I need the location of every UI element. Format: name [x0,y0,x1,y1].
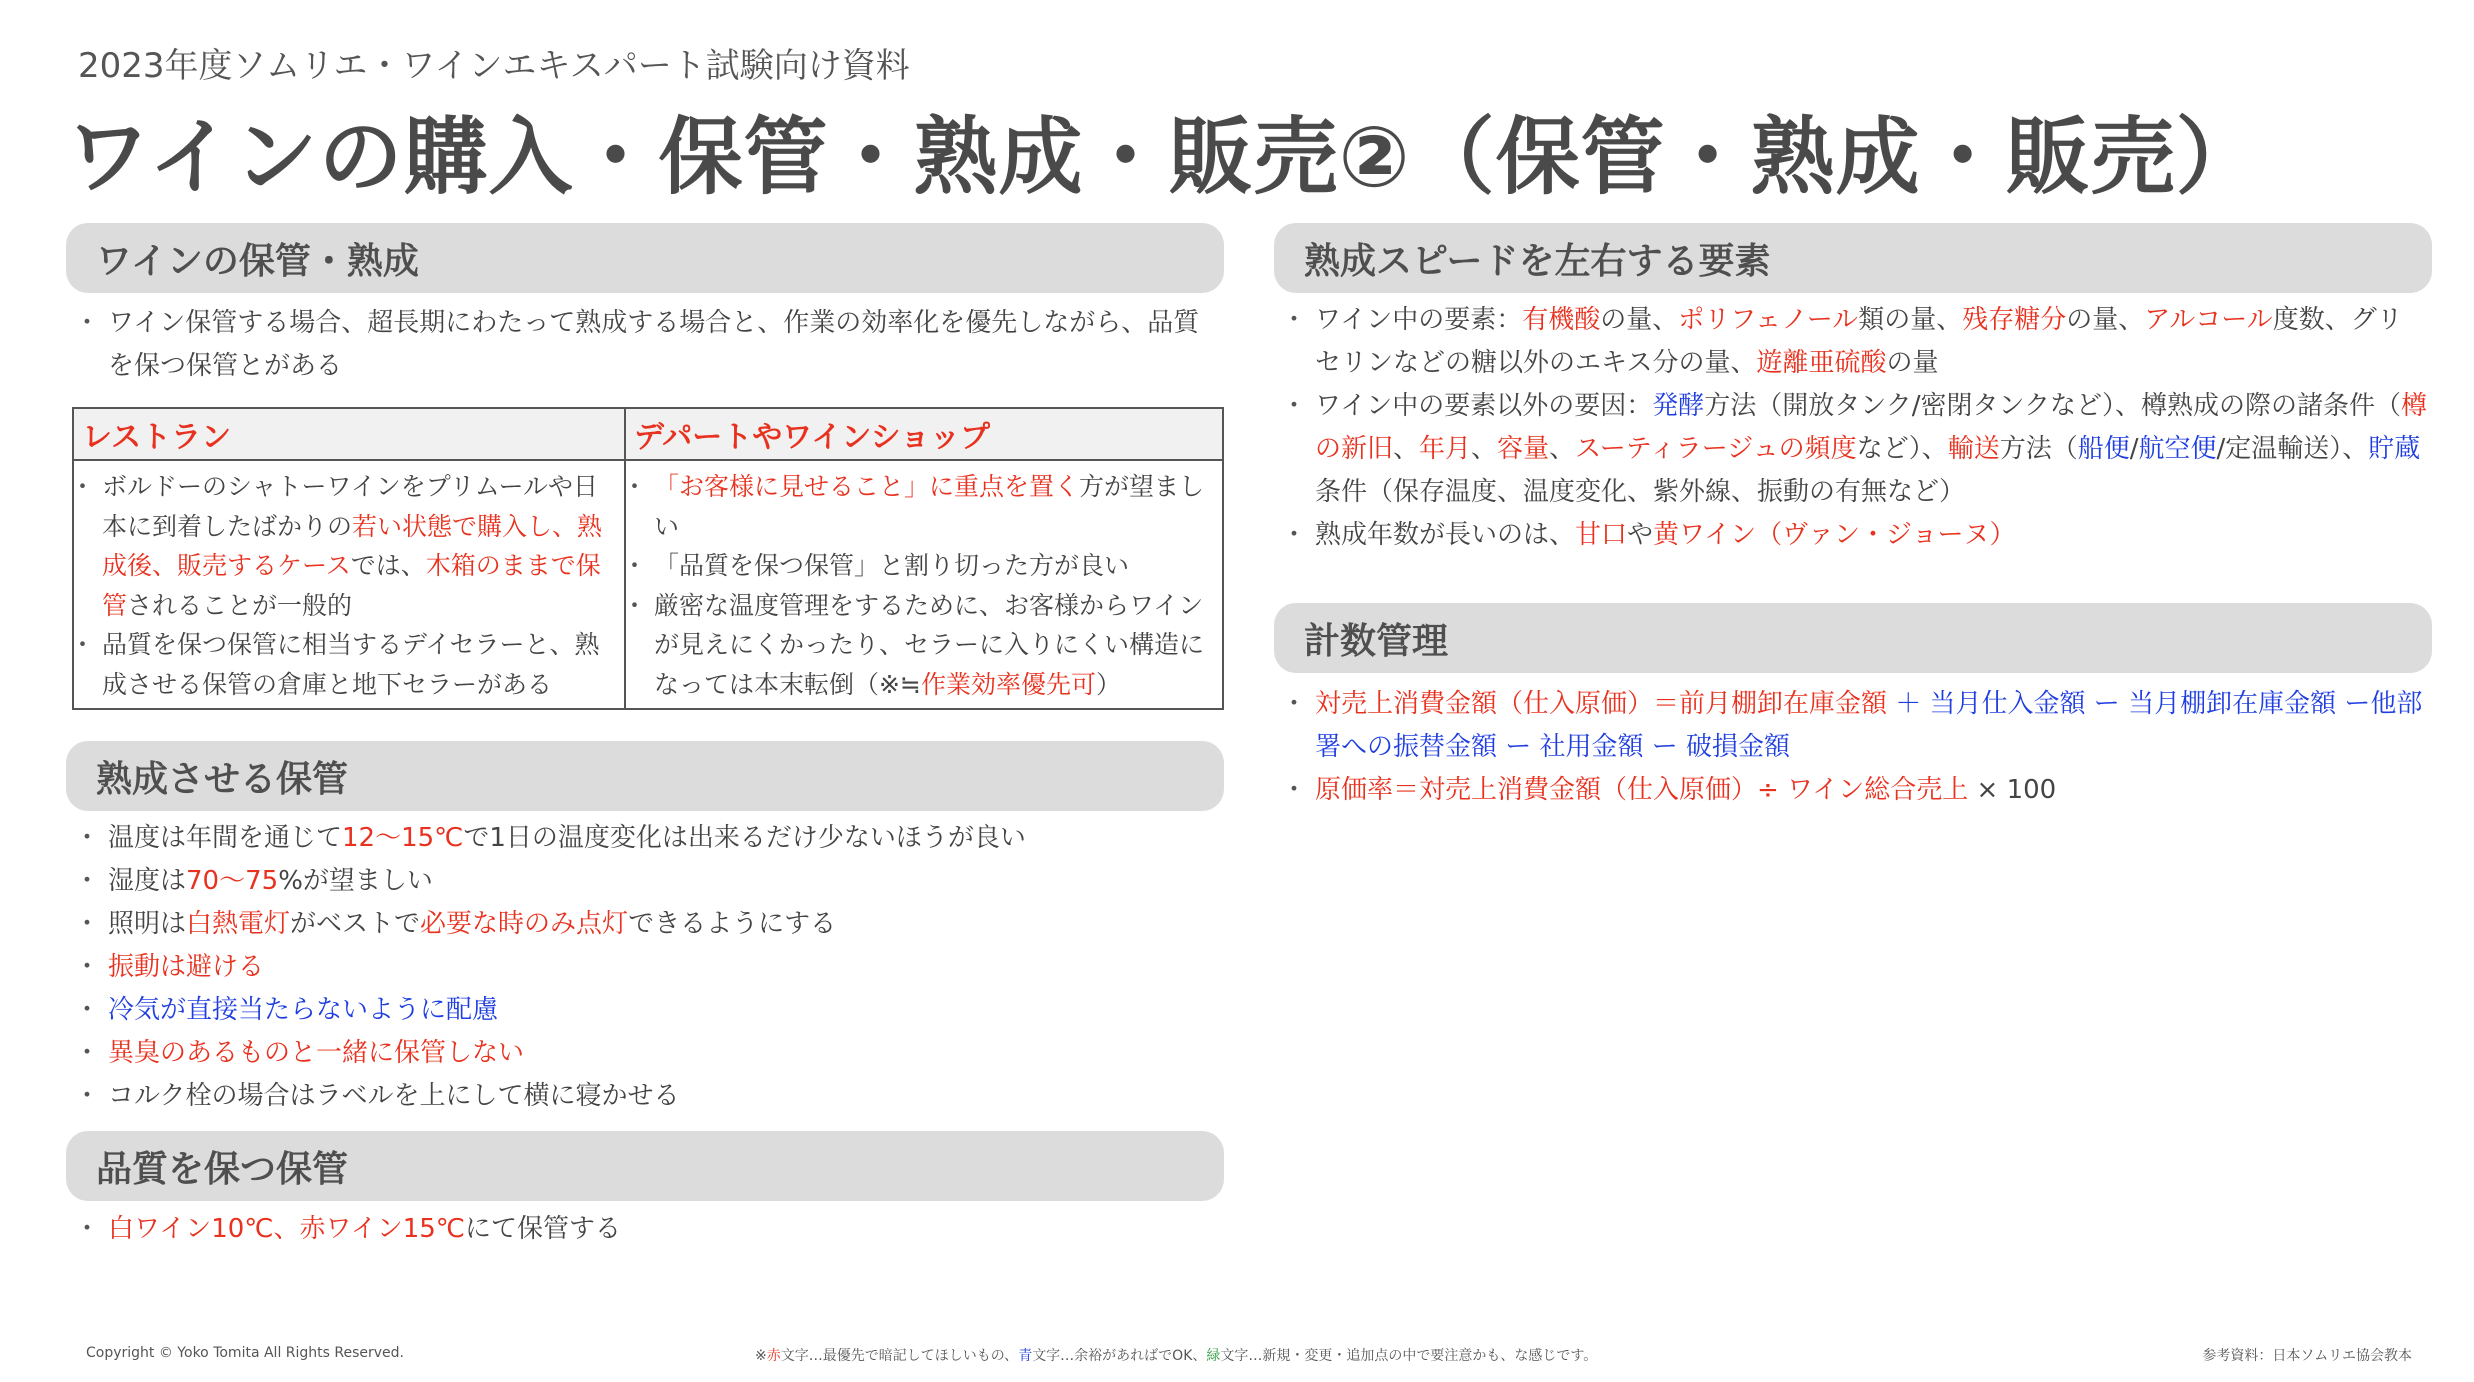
section-heading-quality: 品質を保つ保管 [66,1131,1224,1201]
table-header-shop: デパートやワインショップ [625,408,1223,460]
reference: 参考資料：日本ソムリエ協会教本 [2202,1348,2412,1364]
text: /定温輸送）、 [2216,434,2369,464]
section-heading-accounting: 計数管理 [1274,603,2432,673]
highlight-text: 有機酸 [1522,305,1601,335]
text: 度数、グリセリンなどの糖以外のエキス分の量、 [1315,305,2403,378]
highlight-text: 甘口 [1575,520,1628,550]
text: 照明は [108,909,187,939]
blue-text: 船便 [2077,434,2130,464]
text: 類の量、 [1858,305,1963,335]
list-item [78,467,620,625]
storage-intro-list [80,302,1215,388]
blue-text: 発酵 [1652,391,1705,421]
text: / [2129,434,2139,464]
highlight-text: 白ワイン10℃、赤ワイン15℃ [108,1214,466,1244]
highlight-text: 容量 [1497,434,1550,464]
text: 温度は年間を通じて [108,823,343,853]
page-title: ワインの購入・保管・熟成・販売②（保管・熟成・販売） [66,108,2261,206]
copyright: Copyright © Yoko Tomita All Rights Reserved. [86,1345,405,1361]
list-item [1287,385,2427,514]
list-item [630,467,1218,546]
highlight-text: 年月 [1419,434,1472,464]
list-item [80,1075,1215,1118]
text: 方法（ [1999,434,2078,464]
text: 、 [1471,434,1498,464]
list-item [80,302,1215,388]
text: 、 [1393,434,1420,464]
highlight-text: 作業効率優先可 [920,669,1096,699]
legend-green: 緑 [1206,1348,1221,1364]
text: されることが一般的 [127,590,353,620]
highlight-text: 黄ワイン（ヴァン・ジョーヌ） [1653,520,2016,550]
blue-text: 航空便 [2138,434,2217,464]
text: 、 [1549,434,1576,464]
blue-text: 貯蔵 [2368,434,2421,464]
legend-blue: 青 [1018,1348,1033,1364]
highlight-text: 残存糖分 [1962,305,2067,335]
highlight-text: 白熱電灯 [186,909,291,939]
speed-list [1287,299,2427,557]
list-item [1287,299,2427,385]
highlight-text: 振動は避ける [108,952,265,982]
list-item [78,625,620,704]
text: ボルドーのシャトーワインをプリムールや日本に到着したばかりの [102,472,599,541]
highlight-text: スーティラージュの頻度 [1575,434,1857,464]
highlight-text: 原価率＝対売上消費金額（仕入原価）÷ ワイン総合売上 [1315,775,1969,805]
text: や [1627,520,1654,550]
highlight-text: 樽の新旧 [1315,391,2427,464]
list-item [80,817,1215,860]
text: 「品質を保つ保管」と割り切った方が良い [654,551,1130,580]
subtitle: 2023年度ソムリエ・ワインエキスパート試験向け資料 [78,46,910,86]
highlight-text: 必要な時のみ点灯 [420,909,629,939]
text: ワイン中の要素： [1315,305,1523,335]
text: の量、 [2066,305,2145,335]
intro-text-visible: ワイン保管する場合、超長期にわたって熟成する場合と、作業の効率化を優先しながら、品質を保つ保管とがある [108,308,1200,381]
text: ） [1095,669,1121,699]
highlight-text: 対売上消費金額（仕入原価）＝前月棚卸在庫金額 [1315,689,1888,719]
text: × 100 [1976,775,2057,805]
highlight-text: 異臭のあるものと一緒に保管しない [108,1038,525,1068]
list-item [80,946,1215,989]
text: ワイン中の要素以外の要因： [1315,391,1653,421]
highlight-text: 70〜75 [186,866,279,896]
list-item [1287,683,2427,769]
list-item [1287,514,2427,557]
list-item [80,989,1215,1032]
text: 厳密な温度管理をするために、お客様からワインが見えにくかったり、セラーに入りにくい構造になっては本末転倒（※≒ [654,590,1205,699]
text: 方法（開放タンク/密閉タンクなど）、樽熟成の際の諸条件（ [1704,391,2401,421]
text: がベストで [290,909,421,939]
text: など）、 [1856,434,1948,464]
section-heading-speed: 熟成スピードを左右する要素 [1274,223,2432,293]
text: にて保管する [465,1214,622,1244]
text: 湿度は [108,866,187,896]
highlight-text: ポリフェノール [1678,305,1859,335]
quality-list [80,1208,1215,1251]
highlight-text: 遊離亜硫酸 [1756,348,1887,378]
text: では、 [350,551,426,580]
list-item [80,1208,1215,1251]
text: できるようにする [628,909,837,939]
highlight-text: 「お客様に見せること」に重点を置く [654,472,1080,501]
section-heading-storage: ワインの保管・熟成 [66,223,1224,293]
text: 文字…最優先で暗記してほしいもの、 [780,1348,1019,1364]
legend-red: 赤 [766,1348,781,1364]
highlight-text: 輸送 [1947,434,2000,464]
list-item [80,1032,1215,1075]
text: 文字…余裕があればでOK、 [1032,1348,1207,1364]
text: コルク栓の場合はラベルを上にして横に寝かせる [108,1081,680,1111]
highlight-text: 12〜15℃ [342,823,464,853]
text: ※ [755,1348,767,1364]
text: %が望ましい [278,866,433,896]
color-legend [755,1345,1597,1365]
section-heading-aging: 熟成させる保管 [66,741,1224,811]
text: 文字…新規・変更・追加点の中で要注意かも、な感じです。 [1220,1348,1598,1364]
comparison-table [72,407,1224,710]
text: 条件（保存温度、温度変化、紫外線、振動の有無など） [1315,477,1966,507]
list-item [630,546,1218,586]
list-item [80,860,1215,903]
text: の量 [1886,348,1939,378]
list-item [80,903,1215,946]
text: で1日の温度変化は出来るだけ少ないほうが良い [463,823,1026,853]
highlight-text: 木箱のままで保管 [102,551,601,620]
restaurant-cell [73,460,625,709]
table-header-restaurant: レストラン [73,408,625,460]
text: 品質を保つ保管に相当するデイセラーと、熟成させる保管の倉庫と地下セラーがある [102,630,600,699]
text: 方が望ましい [654,472,1205,541]
blue-text: ＋ 当月仕入金額 ー 当月棚卸在庫金額 ー他部署への振替金額 ー 社用金額 ー 破損金額 [1315,689,2423,762]
highlight-text: アルコール [2144,305,2273,335]
highlight-text: 若い状態で購入し、熟成後、販売するケース [102,511,603,580]
list-item [1287,769,2427,812]
text: の量、 [1600,305,1679,335]
accounting-list [1287,683,2427,812]
list-item [630,586,1218,705]
aging-list [80,817,1215,1118]
blue-text: 冷気が直接当たらないように配慮 [108,995,499,1025]
shop-cell [625,460,1223,709]
text: 熟成年数が長いのは、 [1315,520,1576,550]
